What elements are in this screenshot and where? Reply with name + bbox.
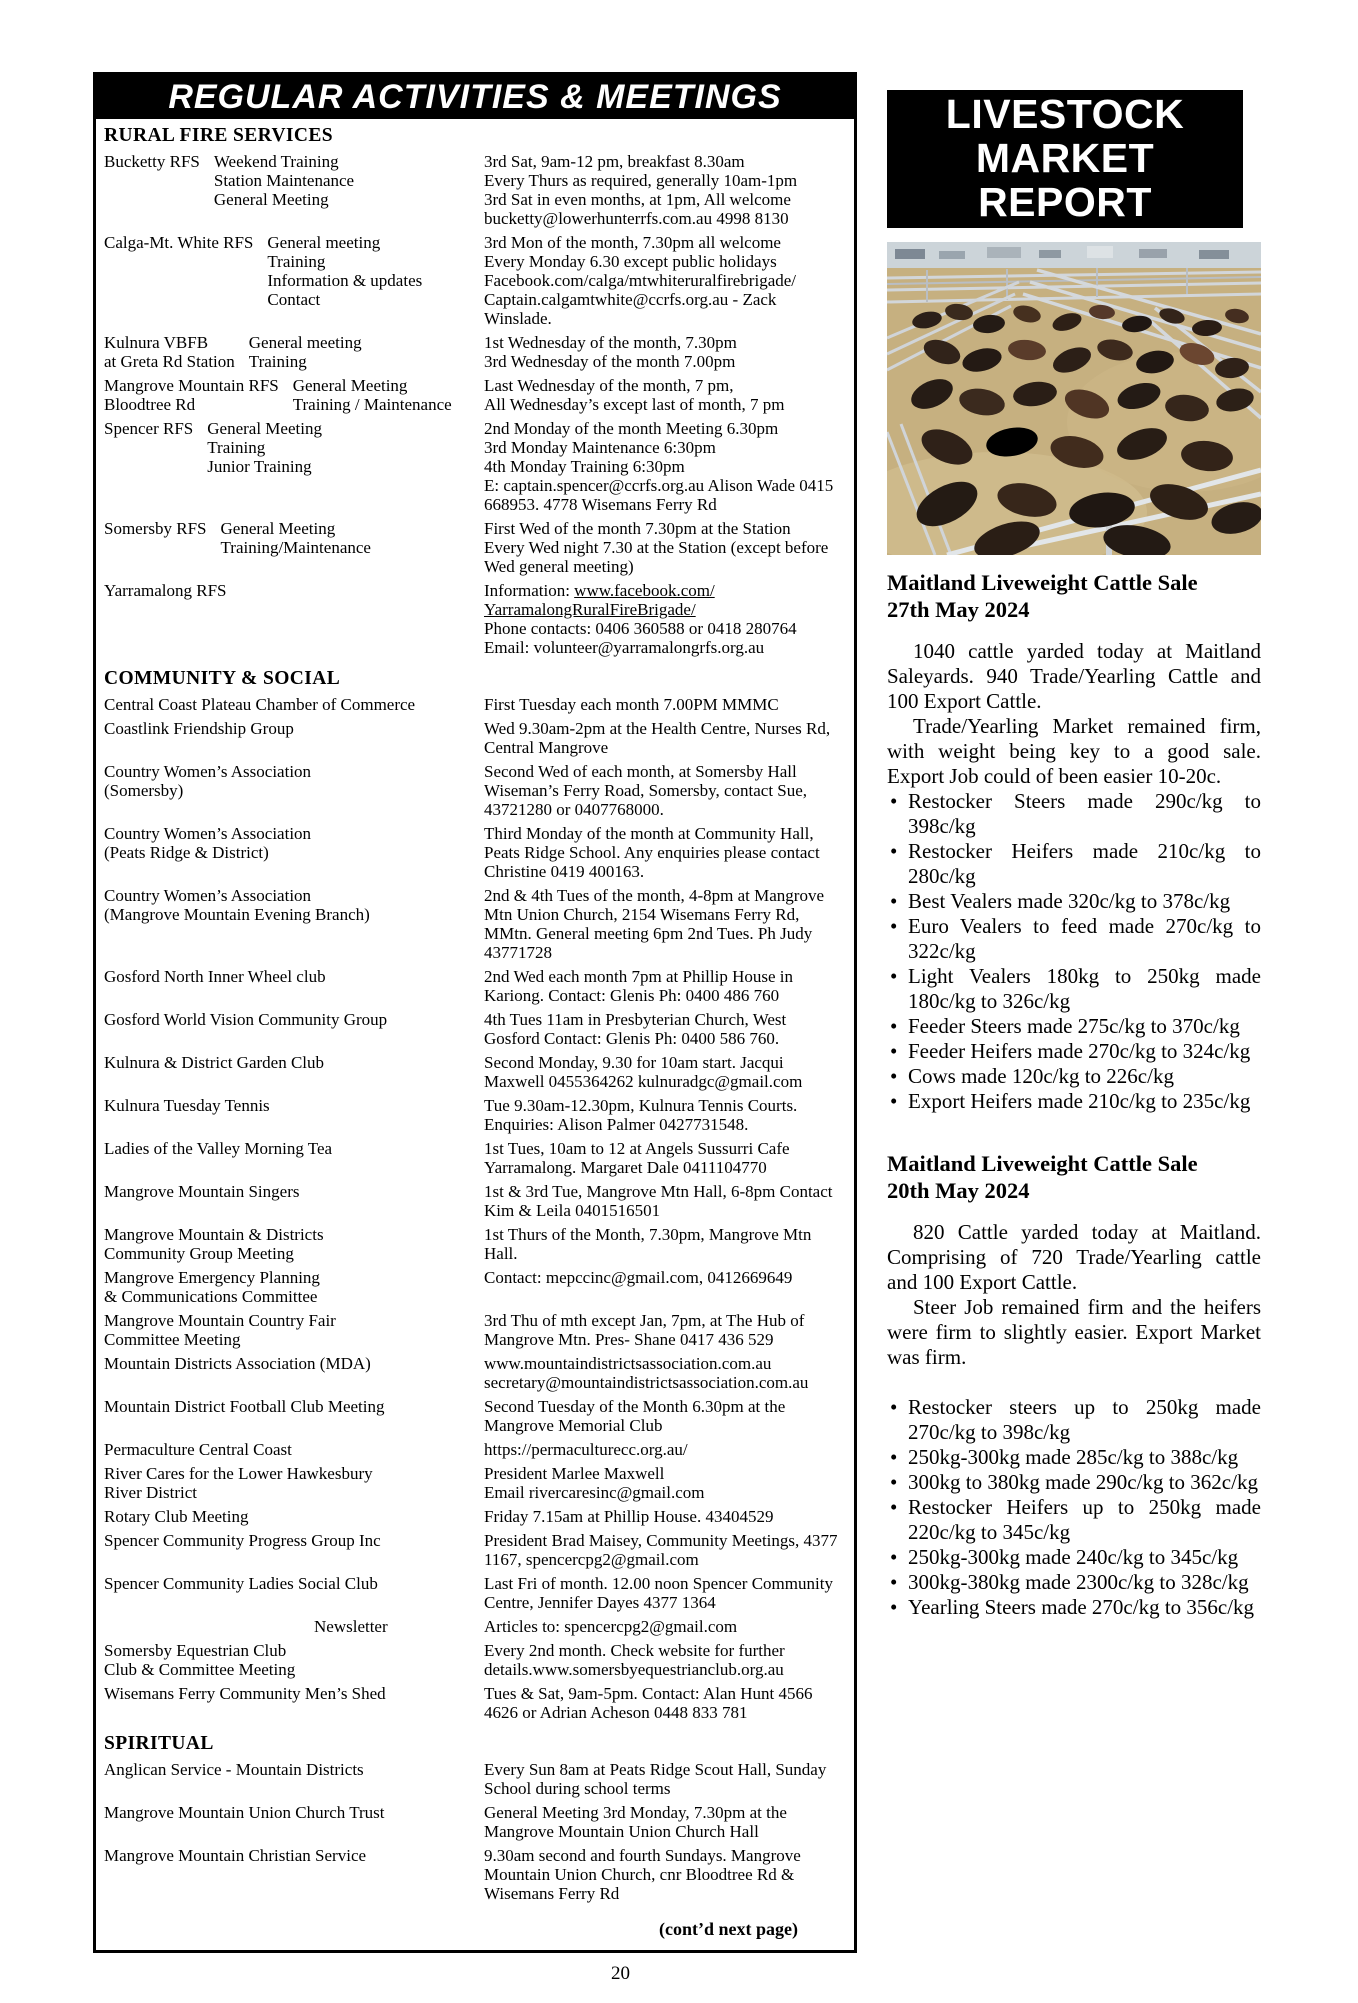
detail-line: Second Monday, 9.30 for 10am start. Jacqui Maxwell 0455364262 kulnuradgc@gmail.com <box>484 1053 803 1091</box>
activity-row <box>104 1531 844 1569</box>
activity-row <box>104 1268 844 1306</box>
detail-line: President Marlee Maxwell <box>484 1464 665 1483</box>
report-paragraph: Trade/Yearling Market remained firm, with weight being key to a good sale. Export Job could of been easier 10-20c. <box>887 714 1261 788</box>
organisation-line: Country Women’s Association <box>104 824 312 843</box>
report-heading-line: Maitland Liveweight Cattle Sale <box>887 1151 1198 1176</box>
activity-details <box>484 1096 844 1134</box>
activity-details <box>484 695 844 714</box>
section-title: RURAL FIRE SERVICES <box>104 125 334 146</box>
organisation-line: (Peats Ridge & District) <box>104 843 269 862</box>
market-bullet: • Feeder Heifers made 270c/kg to 324c/kg <box>887 1039 1261 1064</box>
activity-type <box>249 333 476 371</box>
detail-line: 1st & 3rd Tue, Mangrove Mtn Hall, 6-8pm Contact Kim & Leila 0401516501 <box>484 1182 833 1220</box>
report-bullets <box>887 789 1261 1114</box>
organisation-name <box>104 1096 284 1115</box>
detail-line: 4th Tues 11am in Presbyterian Church, West Gosford Contact: Glenis Ph: 0400 586 760. <box>484 1010 787 1048</box>
activity-type <box>293 376 476 414</box>
link-text[interactable]: www.facebook.com/ <box>574 581 715 600</box>
activity-line: Contact <box>267 290 321 309</box>
activity-details <box>484 1531 844 1569</box>
detail-line: 3rd Wednesday of the month 7.00pm <box>484 352 736 371</box>
detail-line: bucketty@lowerhunterrfs.com.au 4998 8130 <box>484 209 789 228</box>
market-reports <box>887 569 1261 1620</box>
organisation-name <box>104 376 293 414</box>
activity-line: Station Maintenance <box>213 171 355 190</box>
organisation-line: Spencer Community Ladies Social Club <box>104 1574 378 1593</box>
organisation-line: Mangrove Mountain Christian Service <box>104 1846 367 1865</box>
activity-details <box>484 1182 844 1220</box>
activity-row <box>104 1053 844 1091</box>
organisation-line: Somersby RFS <box>104 519 207 538</box>
organisation-line: Bucketty RFS <box>104 152 200 171</box>
activity-row <box>104 886 844 962</box>
activities-banner: REGULAR ACTIVITIES & MEETINGS <box>96 75 854 119</box>
activity-row <box>104 1574 844 1612</box>
activity-details <box>484 1397 844 1435</box>
market-bullet: • 300kg-380kg made 2300c/kg to 328c/kg <box>887 1570 1261 1595</box>
organisation-line: (Somersby) <box>104 781 184 800</box>
detail-line: 9.30am second and fourth Sundays. Mangrove Mountain Union Church, cnr Bloodtree Rd & Wisemans Ferry Rd <box>484 1846 801 1903</box>
organisation-line: Kulnura Tuesday Tennis <box>104 1096 270 1115</box>
organisation-name <box>104 762 325 800</box>
market-report <box>887 569 1261 1114</box>
detail-line: 2nd & 4th Tues of the month, 4-8pm at Mangrove Mtn Union Church, 2154 Wisemans Ferry Rd, MMtn. General meeting 6pm 2nd Tues. Ph Judy 43771728 <box>484 886 824 962</box>
activity-row <box>104 152 844 228</box>
detail-line: 4th Monday Training 6:30pm <box>484 457 685 476</box>
activity-details <box>484 1354 844 1392</box>
activity-line: General Meeting <box>207 419 322 438</box>
organisation-name <box>104 152 214 171</box>
detail-line: Facebook.com/calga/mtwhiteruralfirebrigade/ <box>484 271 797 290</box>
market-bullet: • Euro Vealers to feed made 270c/kg to 322c/kg <box>887 914 1261 964</box>
organisation-line: Committee Meeting <box>104 1330 241 1349</box>
livestock-banner-line1: LIVESTOCK <box>945 91 1185 137</box>
activity-row <box>104 1397 844 1435</box>
detail-line: All Wednesday’s except last of month, 7 pm <box>484 395 785 414</box>
activity-type <box>221 519 477 557</box>
activity-details <box>484 1846 844 1903</box>
organisation-name <box>104 1354 385 1373</box>
activity-row <box>104 1846 844 1903</box>
market-bullet: • Restocker Steers made 290c/kg to 398c/kg <box>887 789 1261 839</box>
organisation-name <box>104 519 221 538</box>
contd-note: (cont’d next page) <box>659 1919 798 1939</box>
activities-panel <box>93 72 857 1953</box>
activity-line: Training / Maintenance <box>292 395 452 414</box>
organisation-line: Calga-Mt. White RFS <box>104 233 254 252</box>
activity-row <box>104 1803 844 1841</box>
market-bullet: • 250kg-300kg made 240c/kg to 345c/kg <box>887 1545 1261 1570</box>
organisation-name <box>104 1803 399 1822</box>
activity-line: Training <box>248 352 307 371</box>
market-bullet: • Feeder Steers made 275c/kg to 370c/kg <box>887 1014 1261 1039</box>
activity-line: General Meeting <box>213 190 329 209</box>
activity-row <box>104 519 844 576</box>
activity-row <box>104 1760 844 1798</box>
market-bullet: • Restocker Heifers up to 250kg made 220c/kg to 345c/kg <box>887 1495 1261 1545</box>
activity-type <box>214 152 476 209</box>
organisation-name <box>104 1531 395 1550</box>
activity-details <box>484 519 844 576</box>
activity-line: Training <box>207 438 266 457</box>
organisation-name <box>104 967 340 986</box>
organisation-name <box>104 333 249 371</box>
market-bullet: • 250kg-300kg made 285c/kg to 388c/kg <box>887 1445 1261 1470</box>
organisation-name <box>104 1464 387 1502</box>
activity-details <box>484 1053 844 1091</box>
organisation-line: Community Group Meeting <box>104 1244 294 1263</box>
activity-row <box>104 333 844 371</box>
organisation-line: Country Women’s Association <box>104 762 312 781</box>
detail-line: Every Thurs as required, generally 10am-1pm <box>484 171 798 190</box>
organisation-line: Somersby Equestrian Club <box>104 1641 287 1660</box>
market-bullet: • Restocker Heifers made 210c/kg to 280c/kg <box>887 839 1261 889</box>
activity-details <box>484 1803 844 1841</box>
organisation-name <box>104 1139 346 1158</box>
activity-details <box>484 886 844 962</box>
activities-section <box>104 1732 844 1903</box>
activity-details <box>484 762 844 819</box>
detail-line: 3rd Sat in even months, at 1pm, All welcome <box>484 190 791 209</box>
activity-type <box>207 419 476 476</box>
organisation-line: (Mangrove Mountain Evening Branch) <box>104 905 370 924</box>
detail-line: Tues & Sat, 9am-5pm. Contact: Alan Hunt 4566 4626 or Adrian Acheson 0448 833 781 <box>484 1684 813 1722</box>
detail-line: secretary@mountaindistrictsassociation.com.au <box>484 1373 809 1392</box>
organisation-name <box>104 1574 392 1593</box>
organisation-name <box>104 1760 378 1779</box>
activity-details <box>484 1440 844 1459</box>
detail-line: 3rd Sat, 9am-12 pm, breakfast 8.30am <box>484 152 745 171</box>
detail-line: Wed 9.30am-2pm at the Health Centre, Nurses Rd, Central Mangrove <box>484 719 831 757</box>
organisation-name <box>104 886 384 924</box>
activity-line: Information & updates <box>267 271 423 290</box>
report-heading <box>887 569 1261 623</box>
organisation-line: Mountain District Football Club Meeting <box>104 1397 385 1416</box>
organisation-line: Mangrove Mountain Singers <box>104 1182 300 1201</box>
activity-row <box>104 1311 844 1349</box>
organisation-line: Club & Committee Meeting <box>104 1660 296 1679</box>
detail-line: President Brad Maisey, Community Meetings, 4377 1167, spencercpg2@gmail.com <box>484 1531 838 1569</box>
organisation-name <box>104 719 308 738</box>
detail-line: Contact: mepccinc@gmail.com, 0412669649 <box>484 1268 793 1287</box>
detail-line: Every Monday 6.30 except public holidays <box>484 252 777 271</box>
organisation-line: Spencer RFS <box>104 419 194 438</box>
activity-details <box>484 719 844 757</box>
detail-line: Last Wednesday of the month, 7 pm, <box>484 376 734 395</box>
activity-row <box>104 1096 844 1134</box>
detail-line: E: captain.spencer@ccrfs.org.au Alison Wade 0415 668953. 4778 Wisemans Ferry Rd <box>484 476 834 514</box>
activity-line: General Meeting <box>220 519 336 538</box>
activity-row <box>104 695 844 714</box>
detail-line: Email: volunteer@yarramalongrfs.org.au <box>484 638 765 657</box>
detail-line: 3rd Thu of mth except Jan, 7pm, at The Hub of Mangrove Mtn. Pres- Shane 0417 436 529 <box>484 1311 805 1349</box>
activity-line: Training <box>267 252 326 271</box>
livestock-panel <box>887 72 1261 1620</box>
detail-line: 3rd Monday Maintenance 6:30pm <box>484 438 716 457</box>
organisation-name <box>104 1053 338 1072</box>
section-title: COMMUNITY & SOCIAL <box>104 668 341 689</box>
detail-line: Last Fri of month. 12.00 noon Spencer Community Centre, Jennifer Dayes 4377 1364 <box>484 1574 833 1612</box>
activity-details <box>484 1617 844 1636</box>
detail-line: www.mountaindistrictsassociation.com.au <box>484 1354 772 1373</box>
organisation-name <box>104 1440 306 1459</box>
detail-line: 1st Wednesday of the month, 7.30pm <box>484 333 737 352</box>
organisation-line: Permaculture Central Coast <box>104 1440 292 1459</box>
detail-line: General Meeting 3rd Monday, 7.30pm at the Mangrove Mountain Union Church Hall <box>484 1803 787 1841</box>
section-title: SPIRITUAL <box>104 1733 214 1754</box>
market-bullet: • Light Vealers 180kg to 250kg made 180c/kg to 326c/kg <box>887 964 1261 1014</box>
market-report <box>887 1150 1261 1620</box>
organisation-line: Mangrove Mountain Country Fair <box>104 1311 336 1330</box>
activity-details <box>484 1268 844 1306</box>
market-bullet: • Restocker steers up to 250kg made 270c/kg to 398c/kg <box>887 1395 1261 1445</box>
organisation-name <box>104 1182 313 1201</box>
activity-row <box>104 1139 844 1177</box>
report-bullets <box>887 1395 1261 1620</box>
organisation-line: & Communications Committee <box>104 1287 318 1306</box>
report-paragraph: 1040 cattle yarded today at Maitland Saleyards. 940 Trade/Yearling Cattle and 100 Export Cattle. <box>887 639 1261 713</box>
activity-row <box>104 719 844 757</box>
organisation-line: Kulnura VBFB <box>104 333 209 352</box>
activity-details <box>484 1010 844 1048</box>
detail-line: First Tuesday each month 7.00PM MMMC <box>484 695 779 714</box>
link-text[interactable]: YarramalongRuralFireBrigade/ <box>484 600 696 619</box>
organisation-line: Mangrove Emergency Planning <box>104 1268 320 1287</box>
organisation-name <box>104 1010 401 1029</box>
activity-details <box>484 824 844 881</box>
organisation-line: Gosford World Vision Community Group <box>104 1010 388 1029</box>
market-bullet: • Yearling Steers made 270c/kg to 356c/kg <box>887 1595 1261 1620</box>
detail-line <box>484 600 844 619</box>
activity-row <box>104 967 844 1005</box>
report-heading <box>887 1150 1261 1204</box>
activity-details <box>484 1507 844 1526</box>
activity-details <box>484 1684 844 1722</box>
organisation-name <box>104 1846 380 1865</box>
activity-details <box>484 1139 844 1177</box>
report-paragraph: 820 Cattle yarded today at Maitland. Comprising of 720 Trade/Yearling cattle and 100 Export Cattle. <box>887 1220 1261 1294</box>
detail-line: Phone contacts: 0406 360588 or 0418 280764 <box>484 619 797 638</box>
activity-line: Training/Maintenance <box>220 538 371 557</box>
organisation-name <box>104 1684 400 1703</box>
activity-row <box>104 1010 844 1048</box>
activity-details <box>484 1311 844 1349</box>
activity-line: General meeting <box>248 333 362 352</box>
activity-row <box>104 1507 844 1526</box>
organisation-line: Mangrove Mountain Union Church Trust <box>104 1803 385 1822</box>
organisation-line: Wisemans Ferry Community Men’s Shed <box>104 1684 386 1703</box>
organisation-line: Mangrove Mountain & Districts <box>104 1225 324 1244</box>
detail-line: 2nd Monday of the month Meeting 6.30pm <box>484 419 779 438</box>
market-bullet: • Cows made 120c/kg to 226c/kg <box>887 1064 1261 1089</box>
cattle-saleyard-photo <box>887 242 1261 555</box>
organisation-line: Yarramalong RFS <box>104 581 227 600</box>
activity-details <box>484 333 844 371</box>
report-heading-line: 20th May 2024 <box>887 1178 1030 1203</box>
activity-row <box>104 824 844 881</box>
detail-line: Information: www.facebook.com/ <box>484 581 715 600</box>
organisation-line: Spencer Community Progress Group Inc <box>104 1531 381 1550</box>
activity-row <box>104 762 844 819</box>
organisation-name <box>104 581 240 600</box>
organisation-line: Coastlink Friendship Group <box>104 719 294 738</box>
activities-section <box>104 667 844 1722</box>
activity-row <box>104 1440 844 1459</box>
activity-line: Junior Training <box>207 457 312 476</box>
activity-row <box>104 1225 844 1263</box>
organisation-name <box>104 1507 262 1526</box>
organisation-name <box>104 1225 338 1263</box>
organisation-name <box>104 695 429 714</box>
detail-line: 1st Tues, 10am to 12 at Angels Sussurri Cafe Yarramalong. Margaret Dale 0411104770 <box>484 1139 790 1177</box>
market-bullet: • Best Vealers made 320c/kg to 378c/kg <box>887 889 1261 914</box>
activities-section <box>104 124 844 657</box>
organisation-line: Mountain Districts Association (MDA) <box>104 1354 371 1373</box>
detail-line: First Wed of the month 7.30pm at the Station <box>484 519 791 538</box>
activity-details <box>484 1225 844 1263</box>
activity-row <box>104 1617 844 1636</box>
organisation-line: Mangrove Mountain RFS <box>104 376 279 395</box>
activity-row <box>104 1464 844 1502</box>
organisation-line: Newsletter <box>314 1617 388 1636</box>
detail-line: Third Monday of the month at Community Hall, Peats Ridge School. Any enquiries please contact Christine 0419 400163. <box>484 824 820 881</box>
activity-row <box>104 1684 844 1722</box>
organisation-name <box>104 1641 309 1679</box>
organisation-name <box>314 1617 402 1636</box>
organisation-line: River Cares for the Lower Hawkesbury <box>104 1464 373 1483</box>
activity-row <box>104 376 844 414</box>
livestock-banner <box>887 90 1243 228</box>
organisation-line: Rotary Club Meeting <box>104 1507 249 1526</box>
organisation-line: Anglican Service - Mountain Districts <box>104 1760 364 1779</box>
activity-line: General Meeting <box>292 376 408 395</box>
detail-line: Second Tuesday of the Month 6.30pm at the Mangrove Memorial Club <box>484 1397 786 1435</box>
detail-line: Tue 9.30am-12.30pm, Kulnura Tennis Courts. Enquiries: Alison Palmer 0427731548. <box>484 1096 798 1134</box>
activity-details <box>484 1641 844 1679</box>
detail-line: Second Wed of each month, at Somersby Hall Wiseman’s Ferry Road, Somersby, contact Sue, 43721280 or 0407768000. <box>484 762 808 819</box>
organisation-name <box>104 824 325 862</box>
activity-details <box>484 967 844 1005</box>
detail-line: Every 2nd month. Check website for further details.www.somersbyequestrianclub.org.au <box>484 1641 785 1679</box>
organisation-line: at Greta Rd Station <box>104 352 235 371</box>
detail-line: Email rivercaresinc@gmail.com <box>484 1483 705 1502</box>
organisation-line: Country Women’s Association <box>104 886 312 905</box>
activity-details <box>484 376 844 414</box>
report-paragraph: Steer Job remained firm and the heifers were firm to slightly easier. Export Market was firm. <box>887 1295 1261 1369</box>
detail-line: Every Sun 8am at Peats Ridge Scout Hall, Sunday School during school terms <box>484 1760 827 1798</box>
activity-line: General meeting <box>267 233 381 252</box>
market-bullet: • 300kg to 380kg made 290c/kg to 362c/kg <box>887 1470 1261 1495</box>
page-number: 20 <box>611 1963 630 1984</box>
activity-details <box>484 419 844 514</box>
activity-line: Weekend Training <box>213 152 339 171</box>
detail-line: 2nd Wed each month 7pm at Phillip House in Kariong. Contact: Glenis Ph: 0400 486 760 <box>484 967 794 1005</box>
detail-line: https://permaculturecc.org.au/ <box>484 1440 688 1459</box>
organisation-name <box>104 1311 350 1349</box>
organisation-name <box>104 1397 398 1416</box>
organisation-name <box>104 419 207 438</box>
organisation-line: Ladies of the Valley Morning Tea <box>104 1139 333 1158</box>
market-bullet: • Export Heifers made 210c/kg to 235c/kg <box>887 1089 1261 1114</box>
activity-details <box>484 1760 844 1798</box>
detail-line: Friday 7.15am at Phillip House. 43404529 <box>484 1507 774 1526</box>
activity-row <box>104 1641 844 1679</box>
activity-row <box>104 419 844 514</box>
activity-row <box>104 581 844 657</box>
detail-line: Articles to: spencercpg2@gmail.com <box>484 1617 738 1636</box>
activity-details <box>484 1464 844 1502</box>
detail-line: Captain.calgamtwhite@ccrfs.org.au - Zack Winslade. <box>484 290 777 328</box>
report-heading-line: 27th May 2024 <box>887 597 1030 622</box>
organisation-name <box>104 1268 334 1306</box>
activity-details <box>484 233 844 328</box>
activity-details <box>484 152 844 228</box>
activities-list <box>96 119 854 1911</box>
organisation-line: Gosford North Inner Wheel club <box>104 967 326 986</box>
report-heading-line: Maitland Liveweight Cattle Sale <box>887 570 1198 595</box>
activity-row <box>104 1182 844 1220</box>
organisation-line: Central Coast Plateau Chamber of Commerce <box>104 695 416 714</box>
detail-line: Every Wed night 7.30 at the Station (except before Wed general meeting) <box>484 538 829 576</box>
detail-line: 3rd Mon of the month, 7.30pm all welcome <box>484 233 781 252</box>
activity-type <box>267 233 476 309</box>
activity-details <box>484 581 844 657</box>
livestock-banner-line2: MARKET REPORT <box>975 135 1155 225</box>
activity-details <box>484 1574 844 1612</box>
organisation-line: Bloodtree Rd <box>104 395 196 414</box>
activity-row <box>104 1354 844 1392</box>
organisation-name <box>104 233 267 252</box>
activity-row <box>104 233 844 328</box>
organisation-line: Kulnura & District Garden Club <box>104 1053 325 1072</box>
detail-line: 1st Thurs of the Month, 7.30pm, Mangrove Mtn Hall. <box>484 1225 812 1263</box>
organisation-line: River District <box>104 1483 198 1502</box>
